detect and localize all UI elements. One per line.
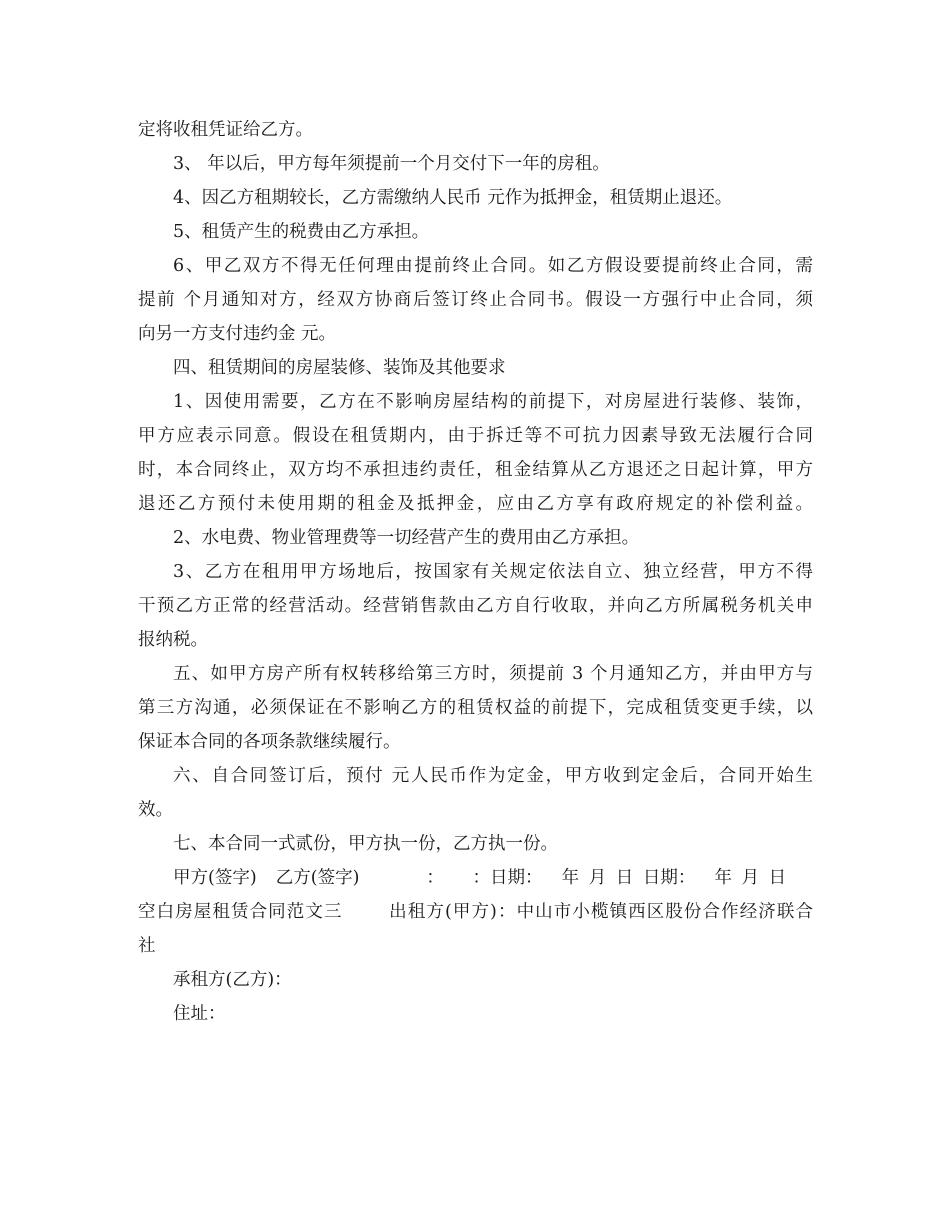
paragraph-line: 效。 <box>138 800 173 820</box>
paragraph-line: 定将收租凭证给乙方。 <box>138 120 313 140</box>
paragraph-line: 第三方沟通，必须保证在不影响乙方的租赁权益的前提下，完成租赁变更手续，以 <box>138 698 813 718</box>
section-heading: 四、租赁期间的房屋装修、装饰及其他要求 <box>173 358 506 378</box>
paragraph-line: 向另一方支付违约金 元。 <box>138 324 337 344</box>
paragraph-line: 提前 个月通知对方，经双方协商后签订终止合同书。假设一方强行中止合同，须 <box>138 290 813 310</box>
paragraph-line: 社 <box>138 936 156 956</box>
paragraph-line: 六、自合同签订后，预付 元人民币作为定金，甲方收到定金后，合同开始生 <box>173 766 813 786</box>
paragraph-line: 退还乙方预付未使用期的租金及抵押金，应由乙方享有政府规定的补偿利益。 <box>138 494 813 514</box>
document-title-line: 空白房屋租赁合同范文三 出租方(甲方)：中山市小榄镇西区股份合作经济联合 <box>138 902 813 922</box>
paragraph-line: 甲方应表示同意。假设在租赁期内，由于拆迁等不可抗力因素导致无法履行合同 <box>138 426 813 446</box>
contract-body <box>138 113 813 1031</box>
paragraph-line: 干预乙方正常的经营活动。经营销售款由乙方自行收取，并向乙方所属税务机关申 <box>138 596 813 616</box>
lessee-label: 承租方(乙方)： <box>173 970 292 990</box>
paragraph-line: 2、水电费、物业管理费等一切经营产生的费用由乙方承担。 <box>173 528 640 548</box>
paragraph-line: 报纳税。 <box>138 630 208 650</box>
signature-line: 甲方(签字) 乙方(签字) ： ：日期： 年 月 日 日期： 年 月 日 <box>173 868 787 888</box>
paragraph-line: 4、因乙方租期较长，乙方需缴纳人民币 元作为抵押金，租赁期止退还。 <box>173 188 733 208</box>
paragraph-line: 1、因使用需要，乙方在不影响房屋结构的前提下，对房屋进行装修、装饰， <box>173 392 813 412</box>
paragraph-line: 3、乙方在租用甲方场地后，按国家有关规定依法自立、独立经营，甲方不得 <box>173 562 813 582</box>
address-label: 住址： <box>173 1004 226 1024</box>
paragraph-line: 时，本合同终止，双方均不承担违约责任，租金结算从乙方退还之日起计算，甲方 <box>138 460 813 480</box>
paragraph-line: 6、甲乙双方不得无任何理由提前终止合同。如乙方假设要提前终止合同，需 <box>173 256 813 276</box>
paragraph-line: 七、本合同一式贰份，甲方执一份，乙方执一份。 <box>173 834 558 854</box>
paragraph-line: 保证本合同的各项条款继续履行。 <box>138 732 401 752</box>
paragraph-line: 五、如甲方房产所有权转移给第三方时，须提前 3 个月通知乙方，并由甲方与 <box>173 664 813 684</box>
paragraph-line: 5、租赁产生的税费由乙方承担。 <box>173 222 430 242</box>
paragraph-line: 3、 年以后，甲方每年须提前一个月交付下一年的房租。 <box>173 154 610 174</box>
